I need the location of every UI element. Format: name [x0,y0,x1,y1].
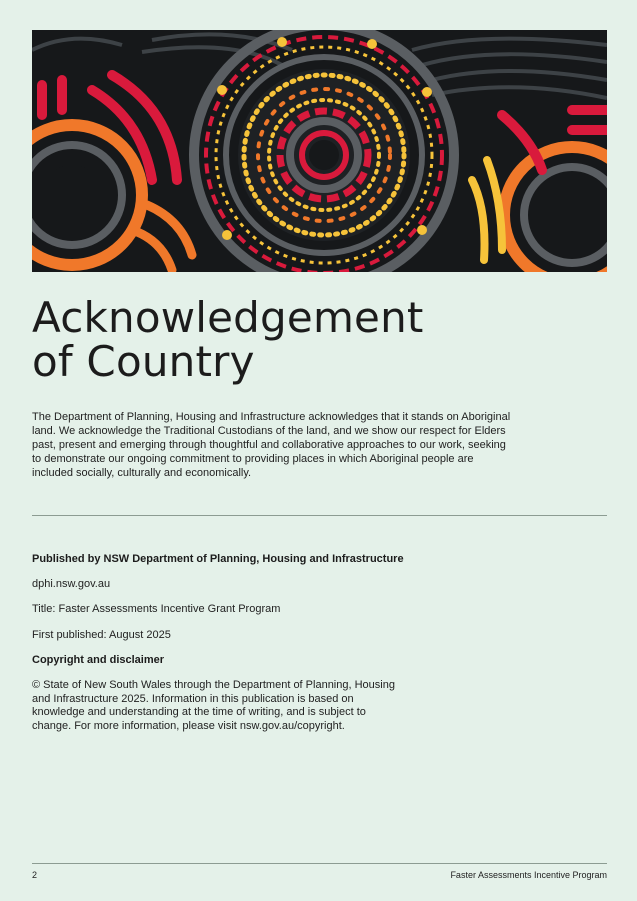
footer-divider [32,863,607,864]
title-line-1: Acknowledgement [32,293,424,342]
publisher-heading: Published by NSW Department of Planning, Housing and Infrastructure [32,553,404,565]
publication-title: Title: Faster Assessments Incentive Grant Program [32,603,281,615]
website-link[interactable]: dphi.nsw.gov.au [32,578,111,590]
acknowledgement-paragraph: The Department of Planning, Housing and Infrastructure acknowledges that it stands on Aboriginal land. We acknowledge the Traditional Custodians of the land, and we show our respect for Elders past, present and emerging through thoughtful and collaborative approaches to our work, seeking to demonstrate our ongoing commitment to providing places in which Aboriginal people are included socially, culturally and economically. [32,411,511,479]
first-published: First published: August 2025 [32,629,171,641]
copyright-text: © State of New South Wales through the Department of Planning, Housing and Infrastructure 2025. Information in this publication is based on knowledge and understanding at the time of writing, and is subject to change. For more information, please visit nsw.gov.au/copyright. [32,679,395,732]
footer-document-title: Faster Assessments Incentive Program [450,870,607,880]
page-number: 2 [32,870,38,880]
copyright-heading: Copyright and disclaimer [32,654,165,666]
aboriginal-artwork-banner [32,30,607,272]
title-line-2: of Country [32,337,255,386]
section-divider [32,515,607,516]
page-title [32,293,424,386]
